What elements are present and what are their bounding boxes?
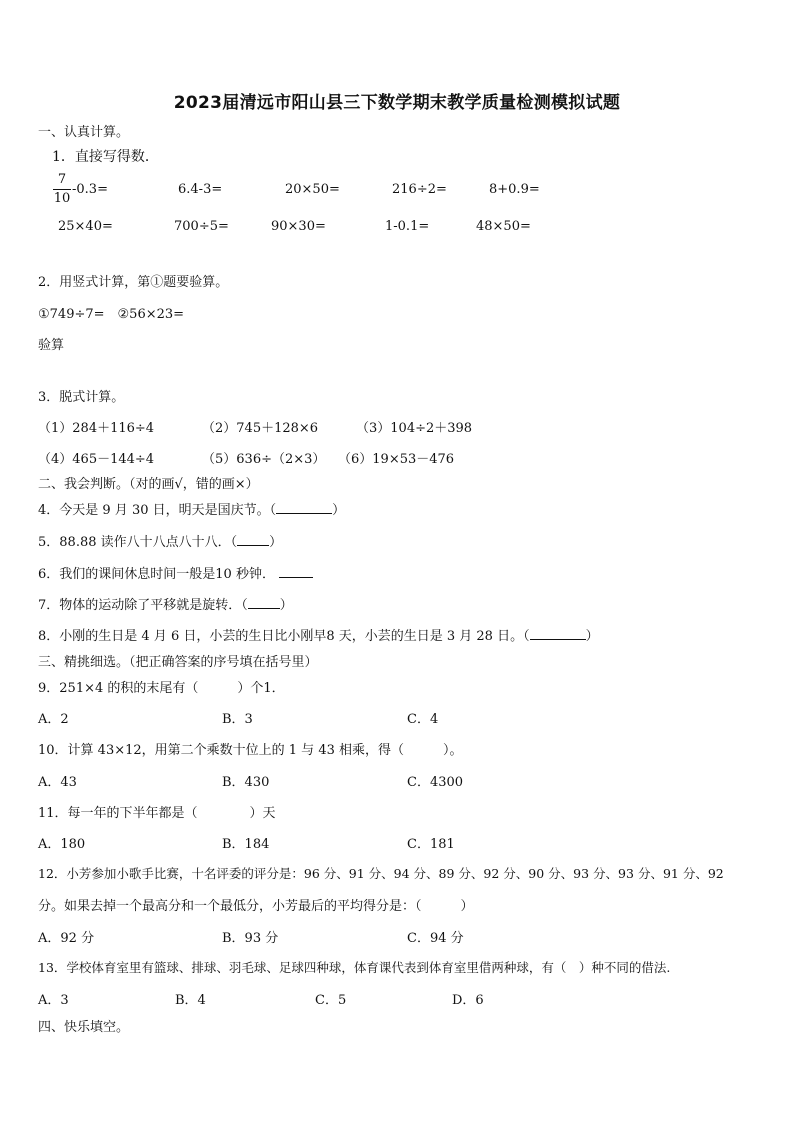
q11-stem: 11．每一年的下半年都是（ ）天 xyxy=(38,806,276,821)
q9-stem: 9．251×4 的积的末尾有（ ）个1． xyxy=(38,681,285,696)
q4-text: 4．今天是 9 月 30 日，明天是国庆节。（ xyxy=(38,503,277,518)
q12-option-a[interactable]: A．92 分 xyxy=(38,931,95,946)
q4-close: ） xyxy=(332,503,346,518)
fraction-numerator: 7 xyxy=(57,172,67,187)
q13-option-c[interactable]: C．5 xyxy=(315,993,347,1008)
section-3-heading: 三、精挑细选。（把正确答案的序号填在括号里） xyxy=(38,655,318,670)
q1-r2-c4: 1-0.1= xyxy=(385,219,430,234)
q1-r2-c5: 48×50= xyxy=(476,219,531,234)
q8-answer-blank[interactable] xyxy=(530,627,586,640)
q7-answer-blank[interactable] xyxy=(248,596,280,609)
q12-option-c[interactable]: C．94 分 xyxy=(407,931,464,946)
q10-option-a[interactable]: A．43 xyxy=(38,775,77,790)
q13-option-d[interactable]: D．6 xyxy=(452,993,484,1008)
q8 xyxy=(38,625,599,644)
q1-r2-c2: 700÷5= xyxy=(174,219,229,234)
q13-option-a[interactable]: A．3 xyxy=(38,993,69,1008)
q3-heading: 3．脱式计算。 xyxy=(38,390,125,405)
q1-r1-c5: 8+0.9= xyxy=(489,182,540,197)
q10-option-c[interactable]: C．4300 xyxy=(407,775,464,790)
q12-stem-line-1: 12．小芳参加小歌手比赛，十名评委的评分是：96 分、91 分、94 分、89 分、92 分、90 分、93 分、93 分、91 分、92 xyxy=(38,866,724,881)
q2-check-label: 验算 xyxy=(38,338,65,353)
q6-answer-blank[interactable] xyxy=(279,565,313,578)
q7-close: ） xyxy=(279,598,293,613)
q5 xyxy=(38,531,282,550)
q12-option-b[interactable]: B．93 分 xyxy=(222,931,279,946)
section-1-heading: 一、认真计算。 xyxy=(38,125,130,140)
q6 xyxy=(38,563,313,582)
q3-item-4: （4）465－144÷4 xyxy=(38,452,155,467)
q1-r1-c1: -0.3= xyxy=(72,182,108,197)
q12-stem-line-2: 分。如果去掉一个最高分和一个最低分，小芳最后的平均得分是：（ ） xyxy=(38,899,474,914)
q11-option-b[interactable]: B．184 xyxy=(222,837,270,852)
q9-option-a[interactable]: A．2 xyxy=(38,712,69,727)
q2-items: ①749÷7= ②56×23= xyxy=(38,307,185,322)
q10-option-b[interactable]: B．430 xyxy=(222,775,270,790)
q8-text: 8．小刚的生日是 4 月 6 日，小芸的生日比小刚早8 天，小芸的生日是 3 月 28 日。（ xyxy=(38,629,530,644)
q7-text: 7．物体的运动除了平移就是旋转．（ xyxy=(38,598,248,613)
q1-r1-c3: 20×50= xyxy=(285,182,340,197)
q5-close: ） xyxy=(269,535,283,550)
q11-option-a[interactable]: A．180 xyxy=(38,837,86,852)
q6-text: 6．我们的课间休息时间一般是10 秒钟． xyxy=(38,567,275,582)
q7 xyxy=(38,594,293,613)
q3-item-6: （6）19×53－476 xyxy=(338,452,455,467)
q9-option-b[interactable]: B．3 xyxy=(222,712,253,727)
q3-item-1: （1）284＋116÷4 xyxy=(38,421,155,436)
q3-item-2: （2）745＋128×6 xyxy=(202,421,319,436)
fraction-bar xyxy=(53,189,71,190)
q10-stem: 10．计算 43×12，用第二个乘数十位上的 1 与 43 相乘，得（ ）。 xyxy=(38,743,463,758)
q8-close: ） xyxy=(585,629,599,644)
q9-option-c[interactable]: C．4 xyxy=(407,712,439,727)
q2-heading: 2．用竖式计算，第①题要验算。 xyxy=(38,275,229,290)
q3-item-5: （5）636÷（2×3） xyxy=(202,452,326,467)
q5-text: 5．88.88 读作八十八点八十八．（ xyxy=(38,535,238,550)
q1-r1-c2: 6.4-3= xyxy=(178,182,223,197)
section-4-heading: 四、快乐填空。 xyxy=(38,1020,130,1035)
fraction-denominator: 10 xyxy=(53,191,71,206)
page-title: 2023届清远市阳山县三下数学期末教学质量检测模拟试题 xyxy=(173,93,621,113)
q11-option-c[interactable]: C．181 xyxy=(407,837,455,852)
q3-item-3: （3）104÷2＋398 xyxy=(356,421,473,436)
q1-r1-c4: 216÷2= xyxy=(392,182,447,197)
q4-answer-blank[interactable] xyxy=(276,501,332,514)
q13-stem: 13．学校体育室里有篮球、排球、羽毛球、足球四种球，体育课代表到体育室里借两种球，有（ ）种不同的借法. xyxy=(38,960,671,975)
q1-heading: 1．直接写得数． xyxy=(52,149,159,165)
fraction-seven-tenths xyxy=(52,172,72,207)
q5-answer-blank[interactable] xyxy=(237,533,269,546)
q13-option-b[interactable]: B．4 xyxy=(175,993,206,1008)
section-2-heading: 二、我会判断。（对的画√，错的画×） xyxy=(38,477,259,492)
q1-r2-c1: 25×40= xyxy=(58,219,113,234)
q1-r2-c3: 90×30= xyxy=(271,219,326,234)
q4 xyxy=(38,499,345,518)
